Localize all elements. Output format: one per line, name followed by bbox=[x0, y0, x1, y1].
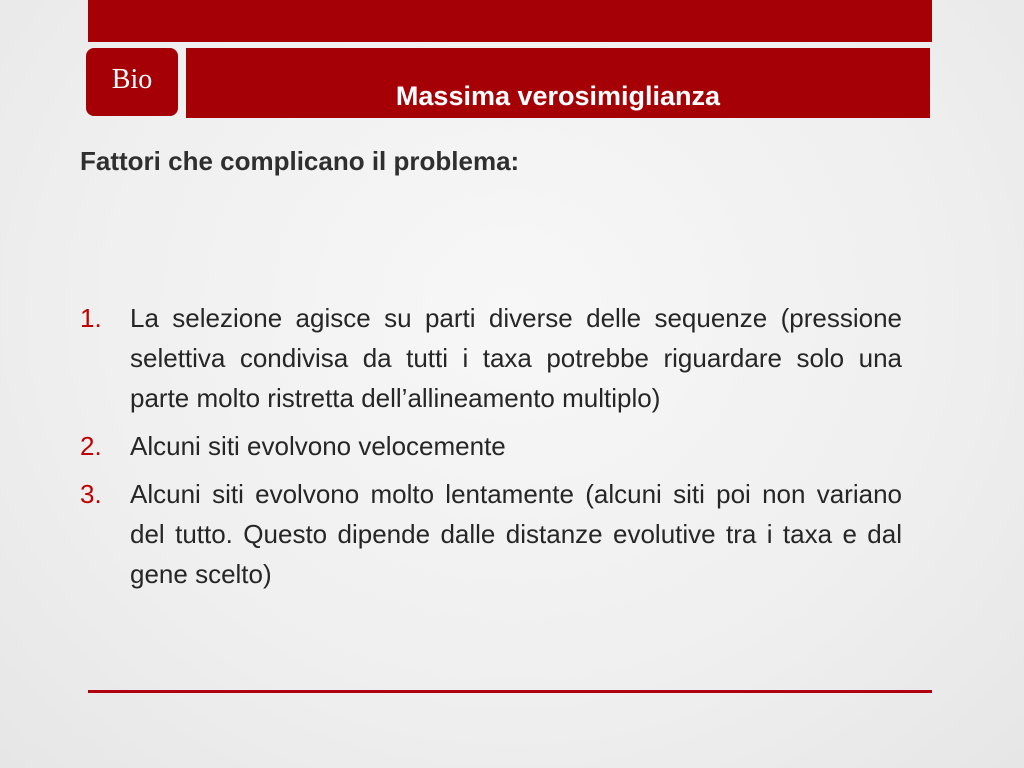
list-item bbox=[80, 426, 902, 466]
slide-title: Massima verosimiglianza bbox=[395, 81, 721, 111]
list-item-number: 1. bbox=[80, 303, 102, 333]
factor-list bbox=[80, 298, 902, 602]
list-item bbox=[80, 474, 902, 594]
list-item-text: Alcuni siti evolvono molto lentamente (alcuni siti poi non variano del tutto. Questo dipende dalle distanze evolutive tra i taxa e dal gene scelto) bbox=[130, 479, 902, 589]
list-item-text: Alcuni siti evolvono velocemente bbox=[130, 431, 506, 461]
list-item-text: La selezione agisce su parti diverse delle sequenze (pressione selettiva condivisa da tutti i taxa potrebbe riguardare solo una parte molto ristretta dell’allineamento multiplo) bbox=[130, 303, 902, 413]
title-bar bbox=[186, 48, 930, 118]
bio-tab-label: Bio bbox=[86, 48, 178, 116]
bottom-divider bbox=[88, 690, 932, 693]
list-item bbox=[80, 298, 902, 418]
top-accent-bar bbox=[88, 0, 932, 42]
list-item-number: 3. bbox=[80, 479, 102, 509]
list-item-number: 2. bbox=[80, 431, 102, 461]
slide-subtitle: Fattori che complicano il problema: bbox=[80, 146, 520, 176]
